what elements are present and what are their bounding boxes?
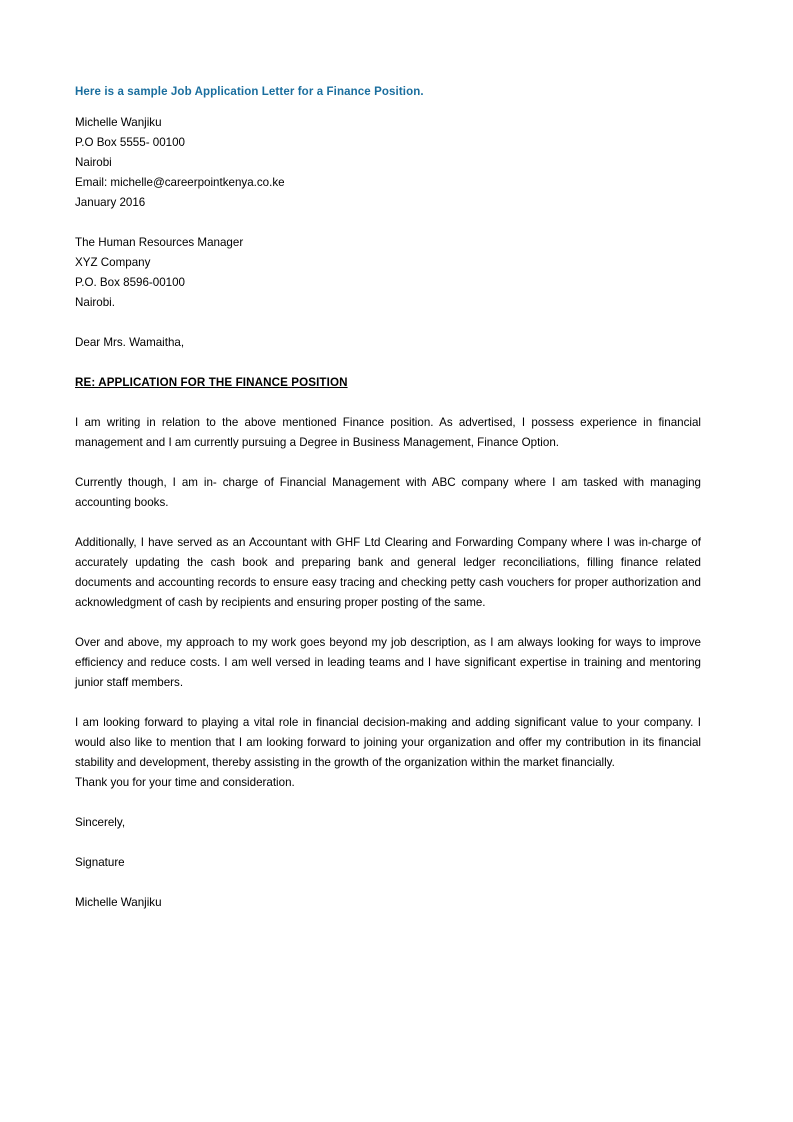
signer-name: Michelle Wanjiku (75, 896, 162, 909)
spacer (75, 313, 701, 333)
page-title: Here is a sample Job Application Letter for a Finance Position. (75, 86, 424, 98)
sender-po-box: P.O Box 5555- 00100 (75, 136, 186, 149)
spacer (75, 213, 701, 233)
recipient-address-block (75, 233, 701, 313)
subject-line: RE: APPLICATION FOR THE FINANCE POSITION (75, 376, 348, 389)
spacer (75, 833, 701, 853)
sender-city: Nairobi (75, 156, 112, 169)
recipient-city: Nairobi. (75, 296, 115, 309)
closing-thanks: Thank you for your time and consideration. (75, 776, 295, 789)
sender-email: Email: michelle@careerpointkenya.co.ke (75, 176, 285, 189)
recipient-title: The Human Resources Manager (75, 236, 244, 249)
recipient-po-box: P.O. Box 8596-00100 (75, 276, 186, 289)
spacer (75, 393, 701, 413)
spacer (75, 793, 701, 813)
signature-placeholder: Signature (75, 856, 125, 869)
salutation: Dear Mrs. Wamaitha, (75, 336, 185, 349)
subject-line-wrapper (75, 373, 701, 393)
body-paragraph: I am looking forward to playing a vital role in financial decision-making and adding significant value to your company. I would also like to mention that I am looking forward to joining your organization and offer my contribution in its financial stability and development, thereby assisting in the growth of the organization within the market financially. (75, 716, 701, 769)
sender-address-block (75, 113, 701, 213)
body-paragraph: Currently though, I am in- charge of Financial Management with ABC company where I am tasked with managing accounting books. (75, 476, 701, 509)
body-paragraph: Additionally, I have served as an Accountant with GHF Ltd Clearing and Forwarding Company where I was in-charge of accurately updating the cash book and preparing bank and general ledger reconciliations, filling finance related documents and accounting records to ensure easy tracing and checking petty cash vouchers for proper authorization and acknowledgment of cash by recipients and ensuring proper posting of the same. (75, 536, 701, 609)
letter-date: January 2016 (75, 196, 146, 209)
letter-body (75, 84, 701, 913)
valediction: Sincerely, (75, 816, 126, 829)
spacer (75, 873, 701, 893)
body-paragraph: Over and above, my approach to my work goes beyond my job description, as I am always looking for ways to improve efficiency and reduce costs. I am well versed in leading teams and I have significant expertise in training and mentoring junior staff members. (75, 636, 701, 689)
recipient-company: XYZ Company (75, 256, 151, 269)
body-paragraph: I am writing in relation to the above mentioned Finance position. As advertised, I possess experience in financial management and I am currently pursuing a Degree in Business Management, Finance Option. (75, 416, 701, 449)
sender-name: Michelle Wanjiku (75, 116, 162, 129)
spacer (75, 353, 701, 373)
